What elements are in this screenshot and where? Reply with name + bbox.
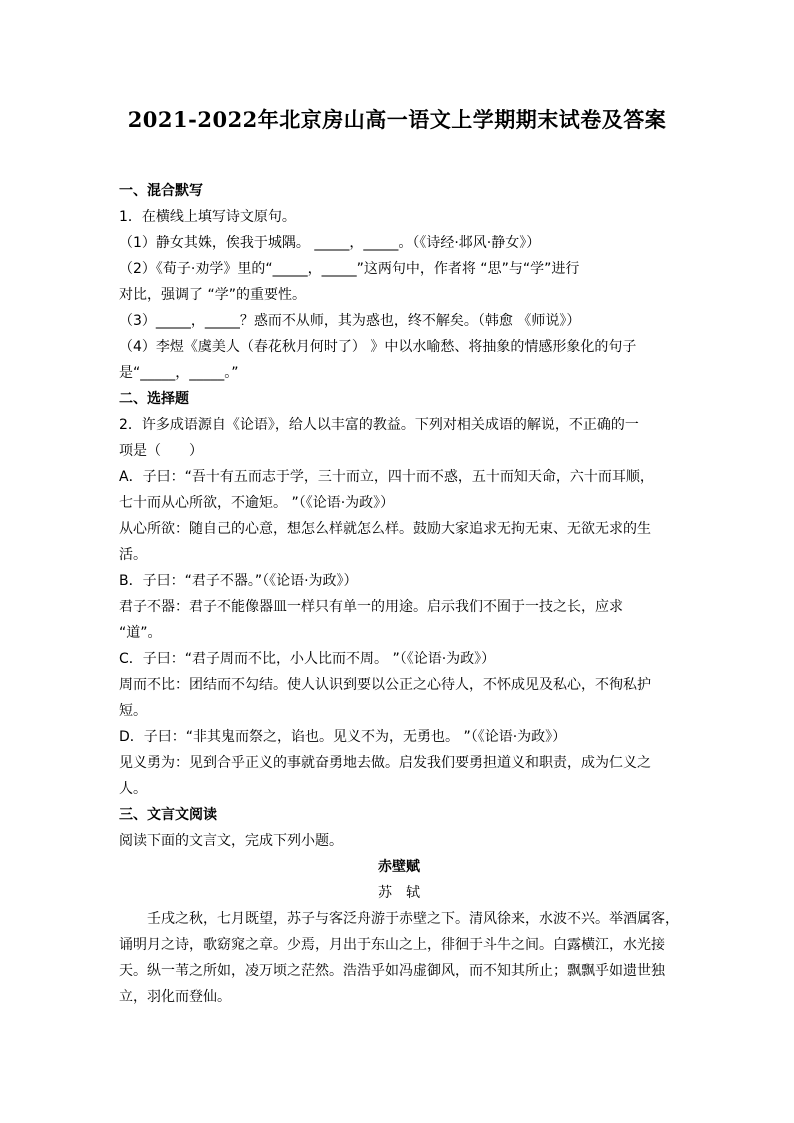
option-a: A．子曰：“吾十有五而志于学，三十而立，四十而不惑，五十而知天命，六十而耳顺， [119, 469, 654, 485]
option-a: 七十而从心所欲，不逾矩。 ”（《论语·为政》） [119, 495, 395, 511]
reading-passage: 壬戌之秋，七月既望，苏子与客泛舟游于赤壁之下。清风徐来，水波不兴。举酒属客，诵明月之诗，歌窈窕之章。少焉，月出于东山之上，徘徊于斗牛之间。白露横江，水光接天。纵一苇之所如，凌万顷之茫然。浩浩乎如冯虚御风，而不知其所止；飘飘乎如遗世独立，羽化而登仙。 [119, 911, 679, 1005]
option-b-explanation: “道”。 [119, 625, 162, 641]
option-b: B．子曰：“君子不器。”（《论语·为政》） [119, 573, 358, 589]
question-1-prompt: 1．在横线上填写诗文原句。 [119, 209, 296, 225]
option-c-explanation: 周而不比：团结而不勾结。使人认识到要以公正之心待人，不怀成见及私心，不徇私护 [119, 677, 651, 693]
section-heading-mixed-dictation: 一、混合默写 [119, 183, 203, 199]
document-body [119, 178, 679, 1010]
option-d: D．子曰：“非其鬼而祭之，谄也。见义不为，无勇也。 ”（《论语·为政》） [119, 729, 567, 745]
option-c-explanation: 短。 [119, 703, 147, 719]
question-2-line: 项是（ ） [119, 443, 203, 459]
option-c: C．子曰：“君子周而不比，小人比而不周。 ”（《论语·为政》） [119, 651, 496, 667]
option-d-explanation: 人。 [119, 781, 147, 797]
question-1-item: （3）_____，_____？惑而不从师，其为惑也，终不解矣。（韩愈 《师说》） [119, 313, 581, 329]
option-a-explanation: 从心所欲：随自己的心意，想怎么样就怎么样。鼓励大家追求无拘无束、无欲无求的生 [119, 521, 651, 537]
section-heading-multiple-choice: 二、选择题 [119, 391, 189, 407]
question-1-item: 对比，强调了 “学”的重要性。 [119, 287, 306, 303]
option-b-explanation: 君子不器：君子不能像器皿一样只有单一的用途。启示我们不囿于一技之长，应求 [119, 599, 623, 615]
document-title: 2021-2022年北京房山高一语文上学期期末试卷及答案 [127, 107, 667, 132]
question-1-item: 是“_____，_____。” [119, 365, 239, 381]
question-1-item: （2）《荀子·劝学》里的“_____，_____”这两句中，作者将 “思”与“学”进行 [119, 261, 580, 277]
question-1-item: （1）静女其姝，俟我于城隅。 _____，_____。（《诗经·邶风·静女》） [119, 235, 541, 251]
question-1-item: （4）李煜《虞美人（春花秋月何时了） 》中以水喻愁、将抽象的情感形象化的句子 [119, 339, 637, 355]
poem-title: 赤壁赋 [378, 859, 420, 875]
question-2-line: 2．许多成语源自《论语》，给人以丰富的教益。下列对相关成语的解说，不正确的一 [119, 417, 639, 433]
poem-author: 苏 轼 [378, 885, 420, 901]
section-heading-classical-reading: 三、文言文阅读 [119, 807, 217, 823]
reading-instructions: 阅读下面的文言文，完成下列小题。 [119, 833, 343, 849]
option-a-explanation: 活。 [119, 547, 147, 563]
option-d-explanation: 见义勇为：见到合乎正义的事就奋勇地去做。启发我们要勇担道义和职责，成为仁义之 [119, 755, 651, 771]
